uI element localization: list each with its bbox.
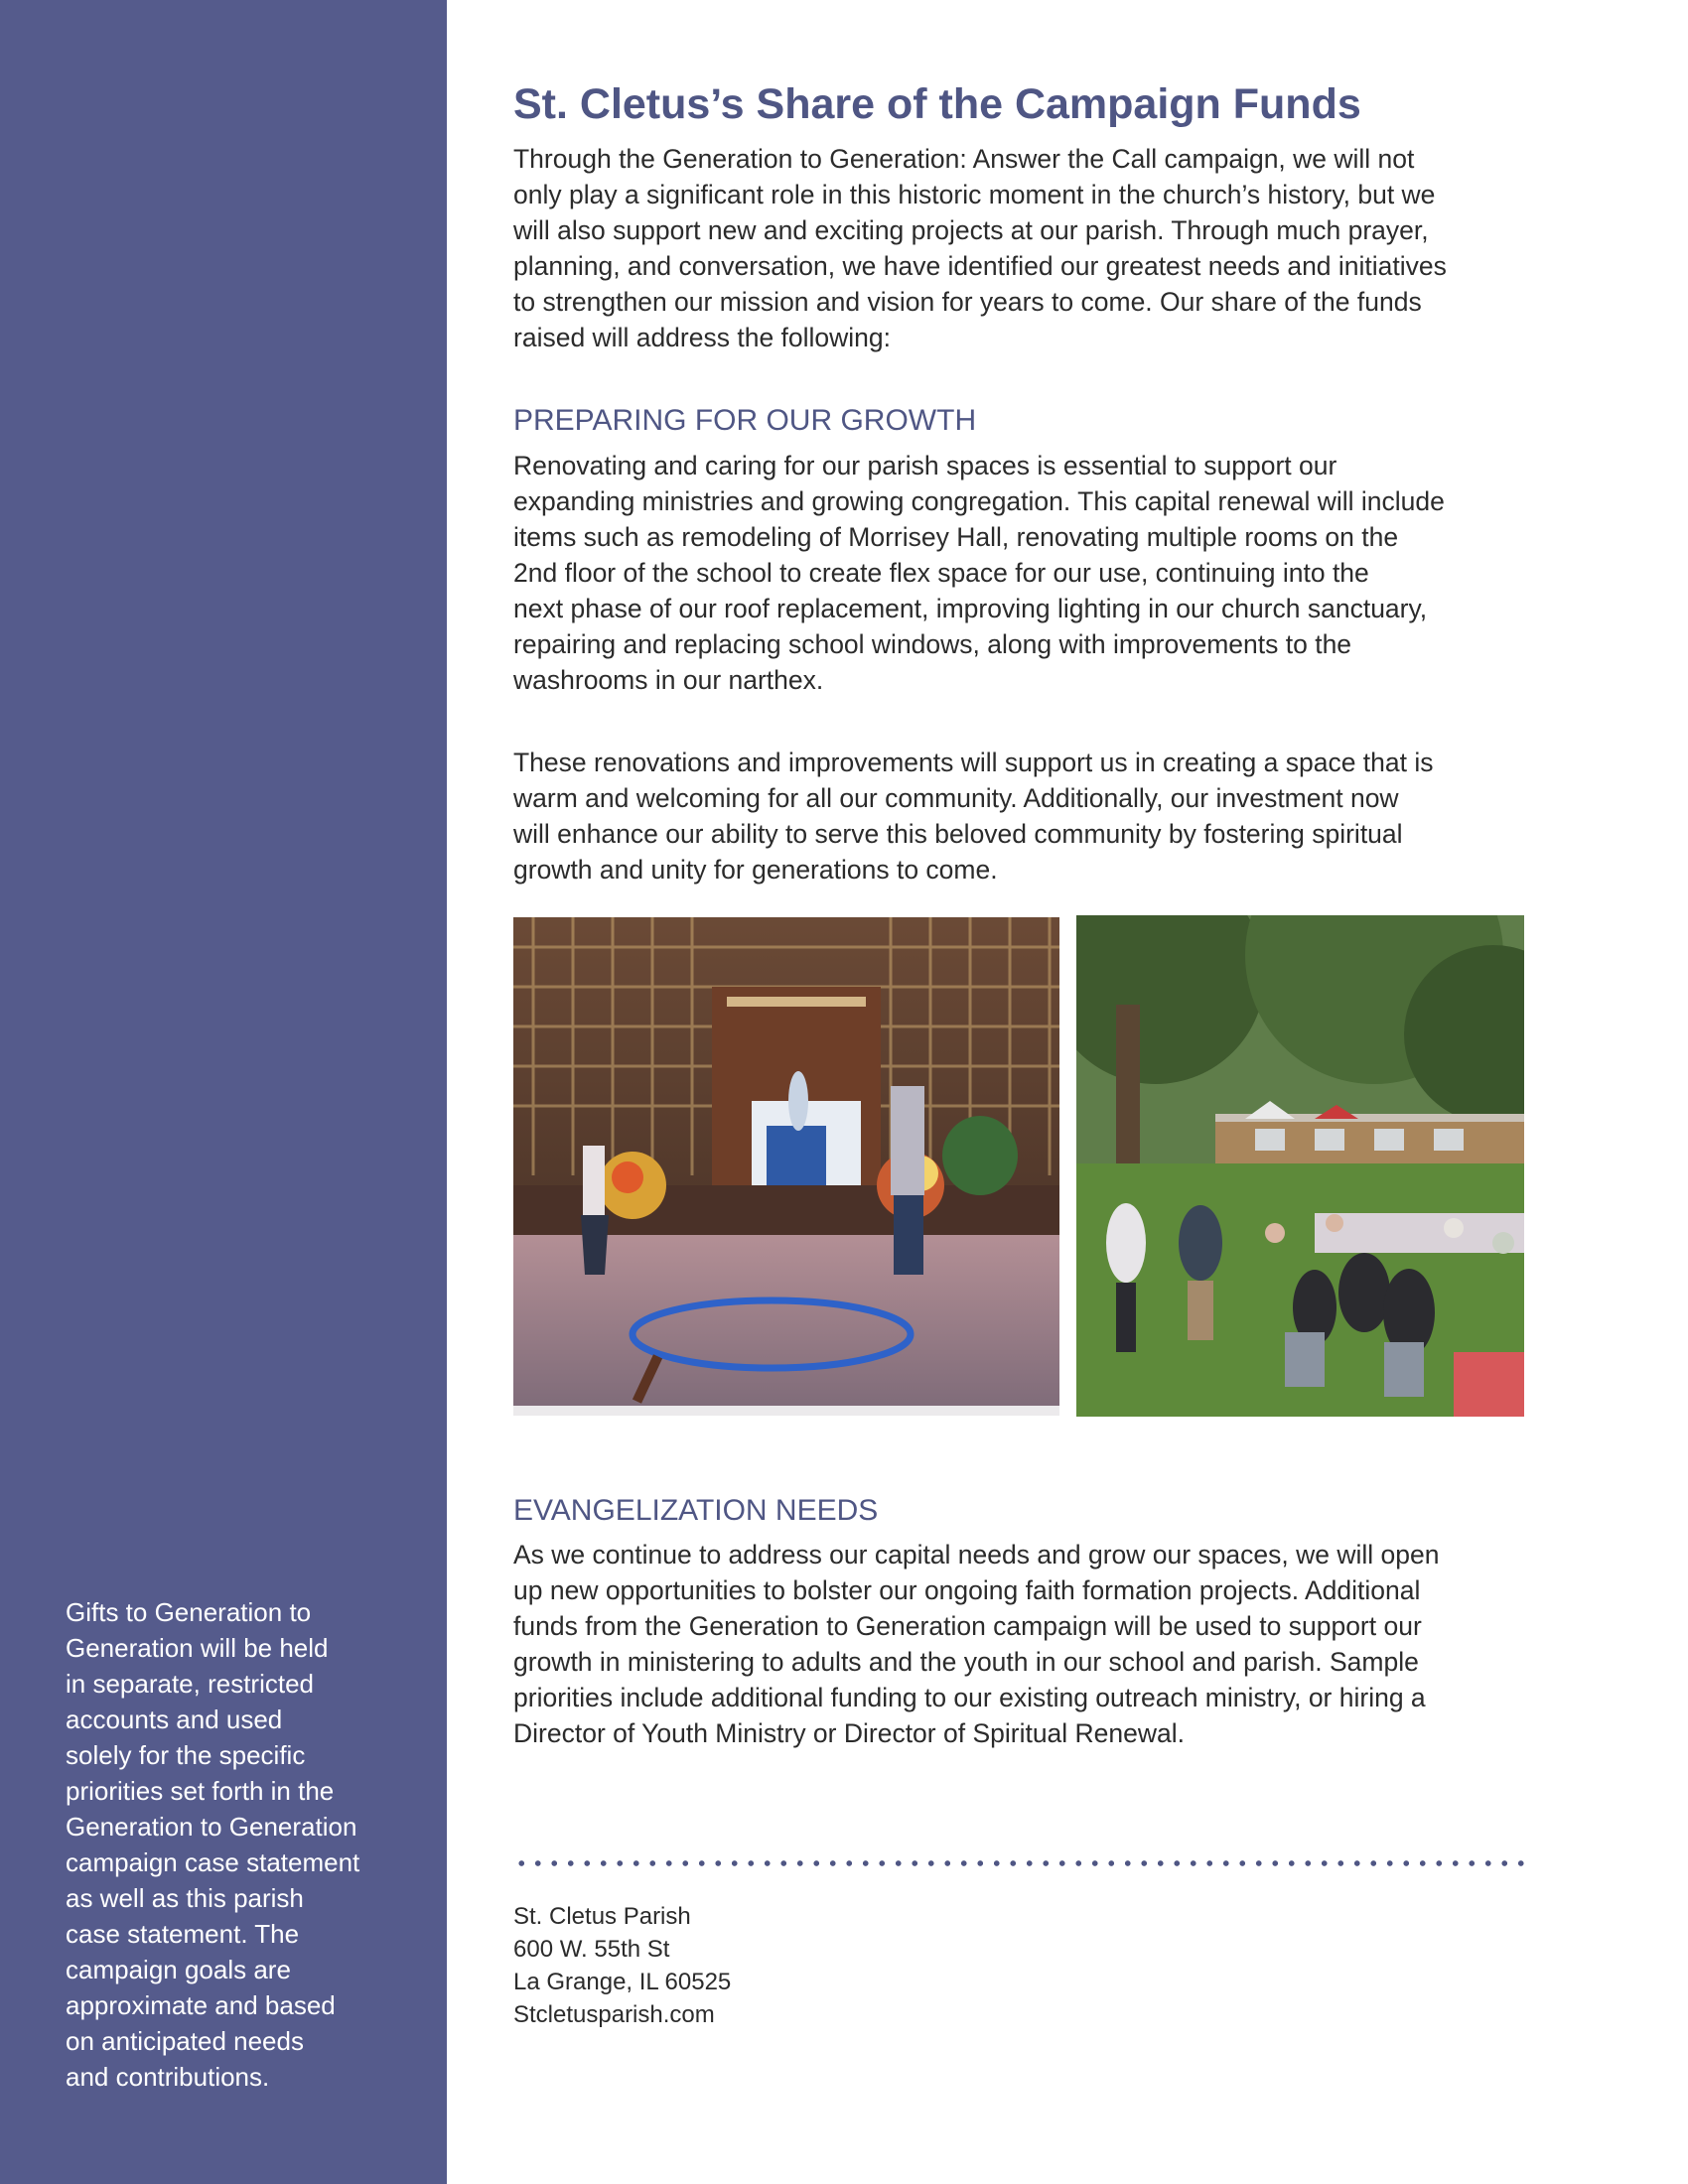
growth-line: Renovating and caring for our parish spaces is essential to support our [513,451,1337,480]
intro-line: raised will address the following: [513,323,892,352]
evangelization-line: As we continue to address our capital needs and grow our spaces, we will open [513,1540,1440,1570]
picnic-photo [1076,915,1524,1417]
growth-line: next phase of our roof replacement, improving lighting in our church sanctuary, [513,594,1428,623]
sidebar-note-line: Gifts to Generation to [66,1597,312,1627]
evangelization-line: growth in ministering to adults and the youth in our school and parish. Sample [513,1647,1419,1677]
intro-line: will also support new and exciting projects at our parish. Through much prayer, [513,215,1429,245]
page-title: St. Cletus’s Share of the Campaign Funds [513,80,1361,128]
picnic-photo-image [1076,915,1524,1417]
growth-line: items such as remodeling of Morrisey Hall, renovating multiple rooms on the [513,522,1399,552]
evangelization-line: Director of Youth Ministry or Director of Spiritual Renewal. [513,1718,1186,1748]
sidebar-note-line: campaign goals are [66,1955,291,1984]
sidebar-gift-note [66,1594,403,2095]
growth-paragraph-1 [513,448,1516,698]
sidebar-note-line: and contributions. [66,2062,270,2092]
sidebar-note-line: Generation to Generation [66,1812,357,1842]
parish-name: St. Cletus Parish [513,1903,691,1930]
intro-paragraph [513,141,1516,355]
dotted-divider [513,1860,1524,1866]
sidebar-note-line: case statement. The [66,1919,300,1949]
intro-line: only play a significant role in this historic moment in the church’s history, but we [513,180,1436,209]
growth-heading: PREPARING FOR OUR GROWTH [513,404,977,437]
growth-line: growth and unity for generations to come. [513,855,998,885]
sidebar-note-line: in separate, restricted [66,1669,315,1699]
sidebar-note-line: on anticipated needs [66,2026,304,2056]
sidebar-note-line: approximate and based [66,1990,336,2020]
growth-line: These renovations and improvements will support us in creating a space that is [513,748,1434,777]
evangelization-line: priorities include additional funding to our existing outreach ministry, or hiring a [513,1683,1426,1712]
parish-address [513,1900,1109,2031]
sidebar-note-line: Generation will be held [66,1633,329,1663]
altar-photo [513,917,1059,1416]
altar-photo-image [513,917,1059,1416]
evangelization-paragraph [513,1537,1516,1751]
intro-line: planning, and conversation, we have identified our greatest needs and initiatives [513,251,1447,281]
sidebar-note-line: accounts and used [66,1705,283,1734]
parish-website[interactable]: Stcletusparish.com [513,2001,715,2028]
intro-line: Through the Generation to Generation: Answer the Call campaign, we will not [513,144,1415,174]
growth-line: repairing and replacing school windows, along with improvements to the [513,629,1352,659]
intro-line: to strengthen our mission and vision for years to come. Our share of the funds [513,287,1422,317]
growth-line: 2nd floor of the school to create flex space for our use, continuing into the [513,558,1369,588]
growth-line: will enhance our ability to serve this beloved community by fostering spiritual [513,819,1403,849]
evangelization-line: up new opportunities to bolster our ongoing faith formation projects. Additional [513,1575,1421,1605]
evangelization-line: funds from the Generation to Generation campaign will be used to support our [513,1611,1422,1641]
growth-paragraph-2 [513,745,1516,887]
evangelization-heading: EVANGELIZATION NEEDS [513,1494,879,1527]
growth-line: expanding ministries and growing congregation. This capital renewal will include [513,486,1445,516]
growth-line: washrooms in our narthex. [513,665,824,695]
sidebar-note-line: priorities set forth in the [66,1776,335,1806]
sidebar-note-line: campaign case statement [66,1847,360,1877]
sidebar-note-line: solely for the specific [66,1740,306,1770]
sidebar-note-line: as well as this parish [66,1883,304,1913]
parish-city: La Grange, IL 60525 [513,1969,732,1995]
parish-street: 600 W. 55th St [513,1936,670,1963]
sidebar-panel [0,0,447,2184]
growth-line: warm and welcoming for all our community. Additionally, our investment now [513,783,1399,813]
